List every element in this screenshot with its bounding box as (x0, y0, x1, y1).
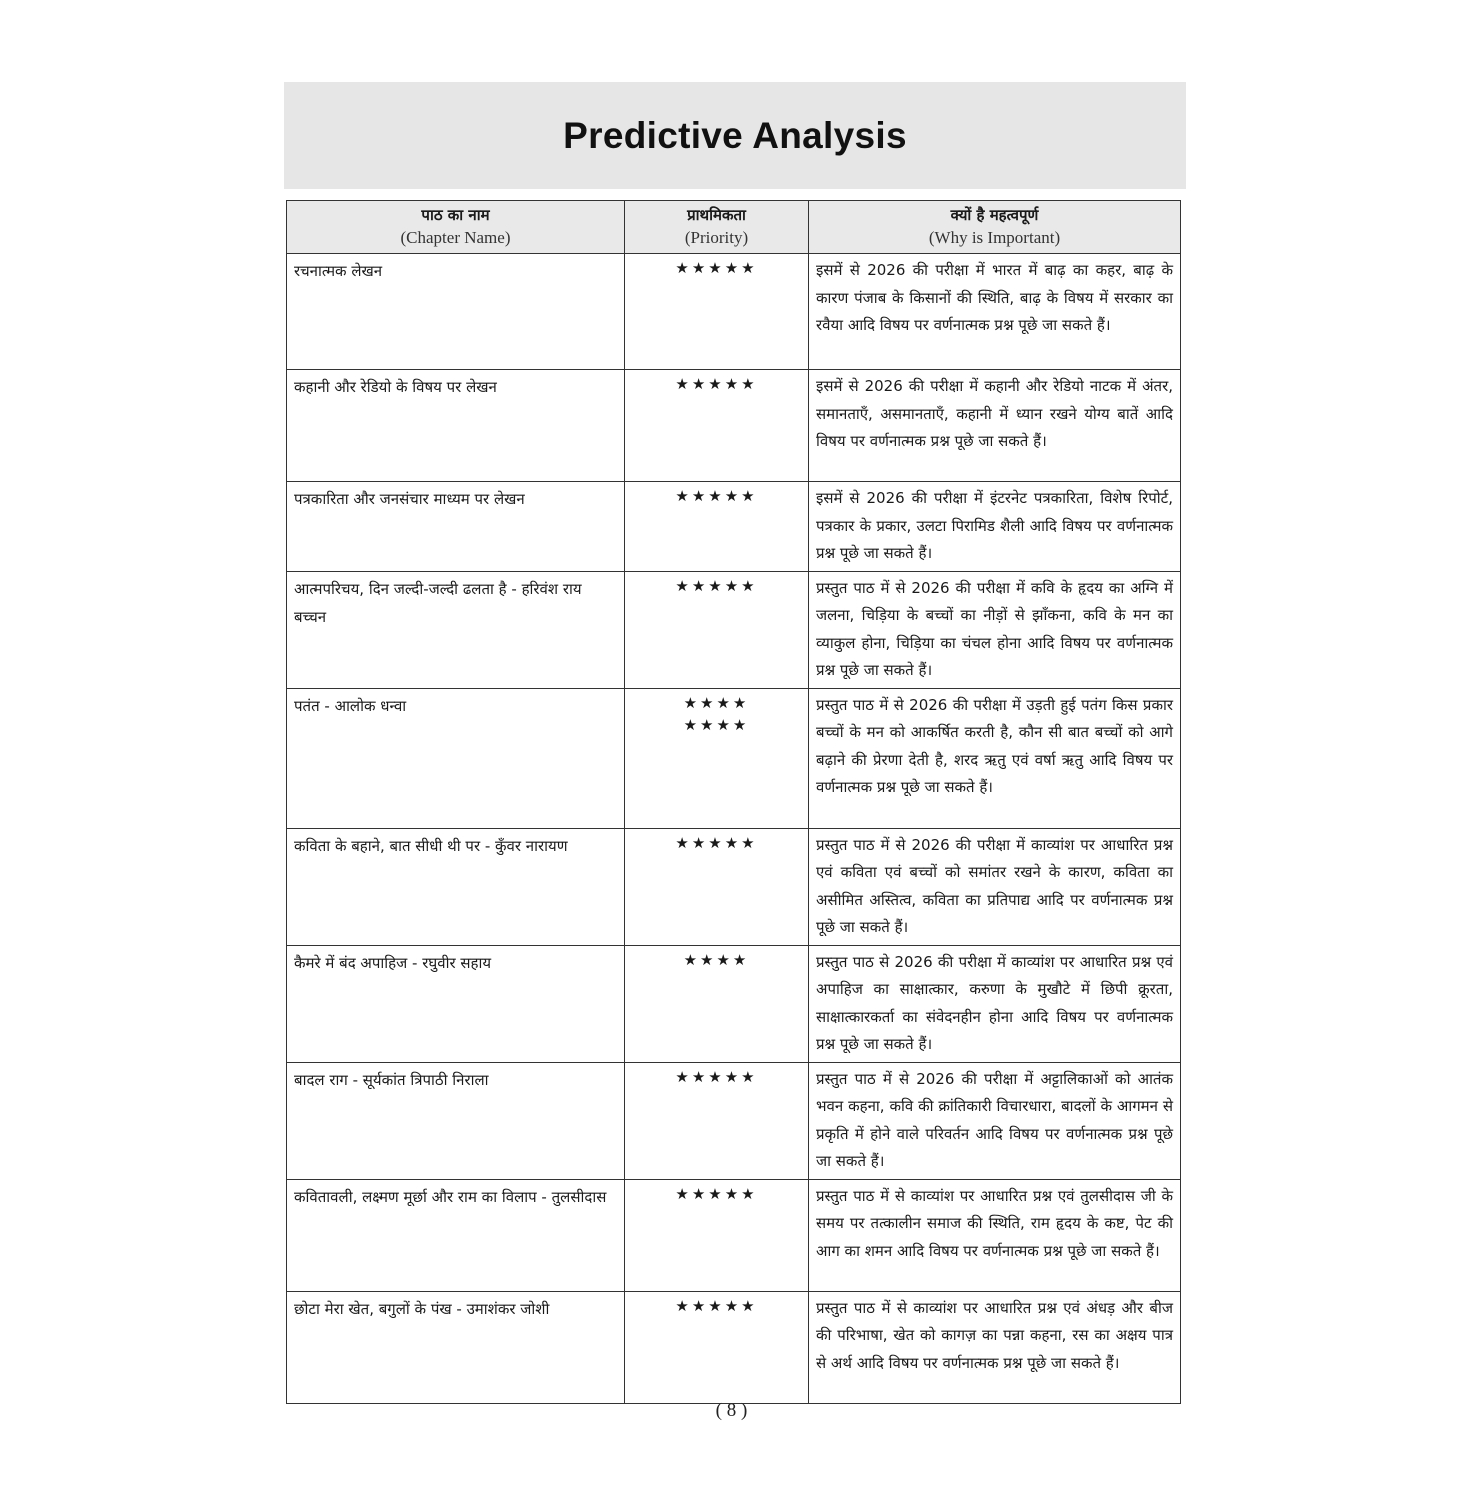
chapter-name: बादल राग - सूर्यकांत त्रिपाठी निराला (287, 1062, 625, 1179)
header-priority-hindi: प्राथमिकता (687, 206, 746, 224)
header-chapter (287, 201, 625, 254)
importance-reason: इसमें से 2026 की परीक्षा में कहानी और रेडियो नाटक में अंतर, समानताएँ, असमानताएँ, कहानी में ध्यान रखने योग्य बातें आदि विषय पर वर्णनात्मक प्रश्न पूछे जा सकते हैं। (809, 370, 1181, 482)
header-why (809, 201, 1181, 254)
table-row (287, 254, 1181, 370)
importance-reason: इसमें से 2026 की परीक्षा में भारत में बाढ़ का कहर, बाढ़ के कारण पंजाब के किसानों की स्थिति, बाढ़ के विषय में सरकार का रवैया आदि विषय पर वर्णनात्मक प्रश्न पूछे जा सकते हैं। (809, 254, 1181, 370)
priority-stars: ★★★★★ (625, 571, 809, 688)
header-why-hindi: क्यों है महत्वपूर्ण (950, 206, 1039, 224)
priority-stars: ★★★★ (625, 945, 809, 1062)
table-row (287, 370, 1181, 482)
header-why-english: (Why is Important) (928, 228, 1061, 247)
table-row (287, 1062, 1181, 1179)
chapter-name: पत्रकारिता और जनसंचार माध्यम पर लेखन (287, 482, 625, 572)
importance-reason: प्रस्तुत पाठ में से काव्यांश पर आधारित प्रश्न एवं तुलसीदास जी के समय पर तत्कालीन समाज की स्थिति, राम हृदय के कष्ट, पेट की आग का शमन आदि विषय पर वर्णनात्मक प्रश्न पूछे जा सकते हैं। (809, 1179, 1181, 1291)
table-row (287, 1291, 1181, 1403)
priority-stars: ★★★★★ (625, 1062, 809, 1179)
chapter-name: रचनात्मक लेखन (287, 254, 625, 370)
chapter-name: छोटा मेरा खेत, बगुलों के पंख - उमाशंकर जोशी (287, 1291, 625, 1403)
header-priority-english: (Priority) (684, 228, 749, 247)
header-chapter-english: (Chapter Name) (400, 228, 511, 247)
header-priority (625, 201, 809, 254)
table-header-row (287, 201, 1181, 254)
predictive-analysis-table (286, 200, 1181, 1404)
importance-reason: प्रस्तुत पाठ में से 2026 की परीक्षा में अट्टालिकाओं को आतंक भवन कहना, कवि की क्रांतिकारी विचारधारा, बादलों के आगमन से प्रकृति में होने वाले परिवर्तन आदि विषय पर वर्णनात्मक प्रश्न पूछे जा सकते हैं। (809, 1062, 1181, 1179)
priority-stars: ★★★★★ (625, 254, 809, 370)
title-banner (284, 82, 1186, 189)
table-row (287, 1179, 1181, 1291)
table-row (287, 945, 1181, 1062)
importance-reason: प्रस्तुत पाठ में से काव्यांश पर आधारित प्रश्न एवं अंधड़ और बीज की परिभाषा, खेत को कागज़ का पन्ना कहना, रस का अक्षय पात्र से अर्थ आदि विषय पर वर्णनात्मक प्रश्न पूछे जा सकते हैं। (809, 1291, 1181, 1403)
priority-stars: ★★★★ ★★★★ (625, 688, 809, 828)
priority-stars: ★★★★★ (625, 370, 809, 482)
importance-reason: प्रस्तुत पाठ में से 2026 की परीक्षा में काव्यांश पर आधारित प्रश्न एवं कविता एवं बच्चों को समांतर रखने के कारण, कविता का असीमित अस्तित्व, कविता का प्रतिपाद्य आदि पर वर्णनात्मक प्रश्न पूछे जा सकते हैं। (809, 828, 1181, 945)
chapter-name: कविता के बहाने, बात सीधी थी पर - कुँवर नारायण (287, 828, 625, 945)
table-row (287, 828, 1181, 945)
importance-reason: प्रस्तुत पाठ में से 2026 की परीक्षा में कवि के हृदय का अग्नि में जलना, चिड़िया के बच्चों का नीड़ों से झाँकना, कवि के मन का व्याकुल होना, चिड़िया का चंचल होना आदि विषय पर वर्णनात्मक प्रश्न पूछे जा सकते हैं। (809, 571, 1181, 688)
header-chapter-hindi: पाठ का नाम (421, 206, 490, 224)
chapter-name: पतंत - आलोक धन्वा (287, 688, 625, 828)
importance-reason: प्रस्तुत पाठ में से 2026 की परीक्षा में उड़ती हुई पतंग किस प्रकार बच्चों के मन को आकर्षित करती है, कौन सी बात बच्चों को आगे बढ़ाने की प्रेरणा देती है, शरद ऋतु एवं वर्षा ऋतु आदि विषय पर वर्णनात्मक प्रश्न पूछे जा सकते हैं। (809, 688, 1181, 828)
page-title: Predictive Analysis (563, 114, 907, 156)
priority-stars: ★★★★★ (625, 1179, 809, 1291)
priority-stars: ★★★★★ (625, 482, 809, 572)
importance-reason: प्रस्तुत पाठ से 2026 की परीक्षा में काव्यांश पर आधारित प्रश्न एवं अपाहिज का साक्षात्कार, करुणा के मुखौटे में छिपी क्रूरता, साक्षात्कारकर्ता का संवेदनहीन होना आदि विषय पर वर्णनात्मक प्रश्न पूछे जा सकते हैं। (809, 945, 1181, 1062)
chapter-name: आत्मपरिचय, दिन जल्दी-जल्दी ढलता है - हरिवंश राय बच्चन (287, 571, 625, 688)
chapter-name: कवितावली, लक्ष्मण मूर्छा और राम का विलाप - तुलसीदास (287, 1179, 625, 1291)
chapter-name: कहानी और रेडियो के विषय पर लेखन (287, 370, 625, 482)
table-row (287, 688, 1181, 828)
table-row (287, 482, 1181, 572)
page-number: ( 8 ) (715, 1400, 748, 1421)
chapter-name: कैमरे में बंद अपाहिज - रघुवीर सहाय (287, 945, 625, 1062)
importance-reason: इसमें से 2026 की परीक्षा में इंटरनेट पत्रकारिता, विशेष रिपोर्ट, पत्रकार के प्रकार, उलटा पिरामिड शैली आदि विषय पर वर्णनात्मक प्रश्न पूछे जा सकते हैं। (809, 482, 1181, 572)
priority-stars: ★★★★★ (625, 1291, 809, 1403)
table-row (287, 571, 1181, 688)
priority-stars: ★★★★★ (625, 828, 809, 945)
